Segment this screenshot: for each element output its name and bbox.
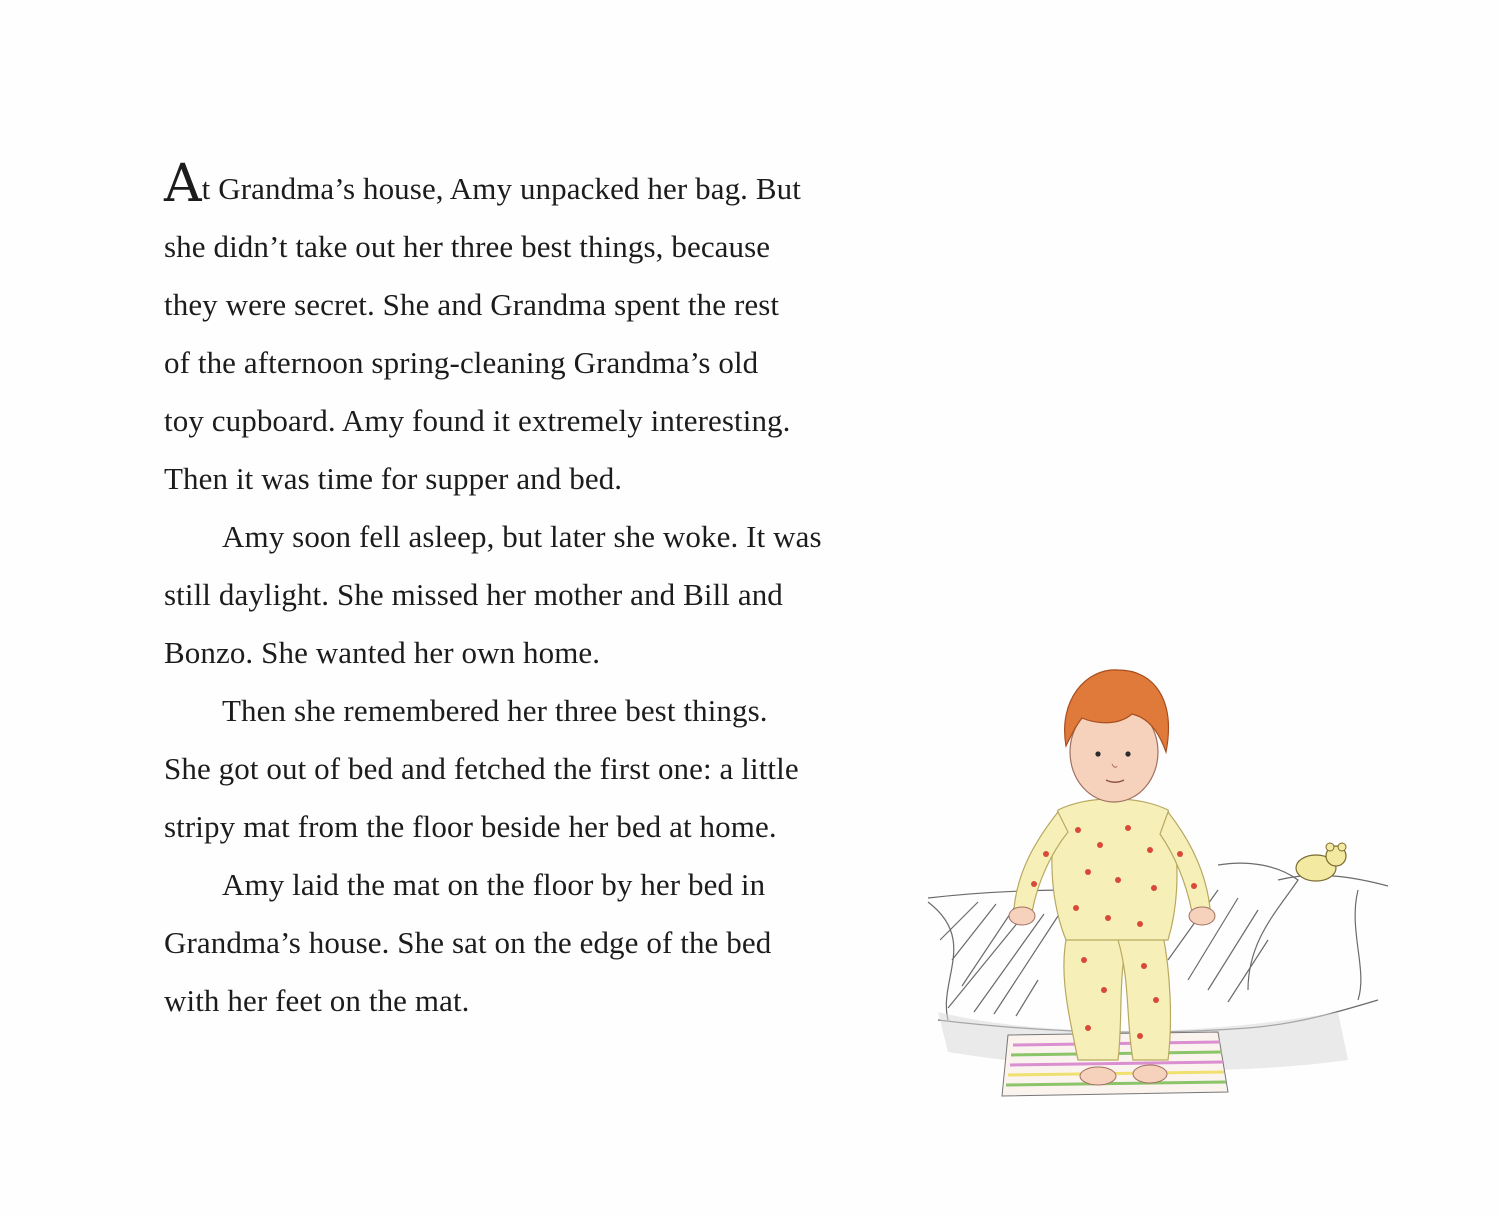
text-line: Amy laid the mat on the floor by her bed in [222,867,766,902]
text-line: she didn’t take out her three best things, because [164,229,771,264]
text-line: Amy soon fell asleep, but later she woke. It was [222,519,822,554]
text-line: Grandma’s house. She sat on the edge of the bed [164,925,772,960]
text-line: stripy mat from the floor beside her bed at home. [164,809,777,844]
text-line: with her feet on the mat. [164,983,470,1018]
text-line: She got out of bed and fetched the first one: a little [164,751,799,786]
story-text [164,154,904,1030]
text-line: of the afternoon spring-cleaning Grandma’s old [164,345,759,380]
text-line: they were secret. She and Grandma spent the rest [164,287,780,322]
text-line: Then it was time for supper and bed. [164,461,623,496]
text-line: At Grandma’s house, Amy unpacked her bag. But [164,154,801,214]
child-sitting-on-bed-illustration [918,640,1408,1130]
text-line: Bonzo. She wanted her own home. [164,635,601,670]
teddy-bear-illustration [1296,843,1346,881]
text-line: Then she remembered her three best things. [222,693,768,728]
child-illustration [1009,670,1215,1085]
text-line: still daylight. She missed her mother and Bill and [164,577,783,612]
text-line: toy cupboard. Amy found it extremely interesting. [164,403,791,438]
drop-cap: A [164,154,202,214]
